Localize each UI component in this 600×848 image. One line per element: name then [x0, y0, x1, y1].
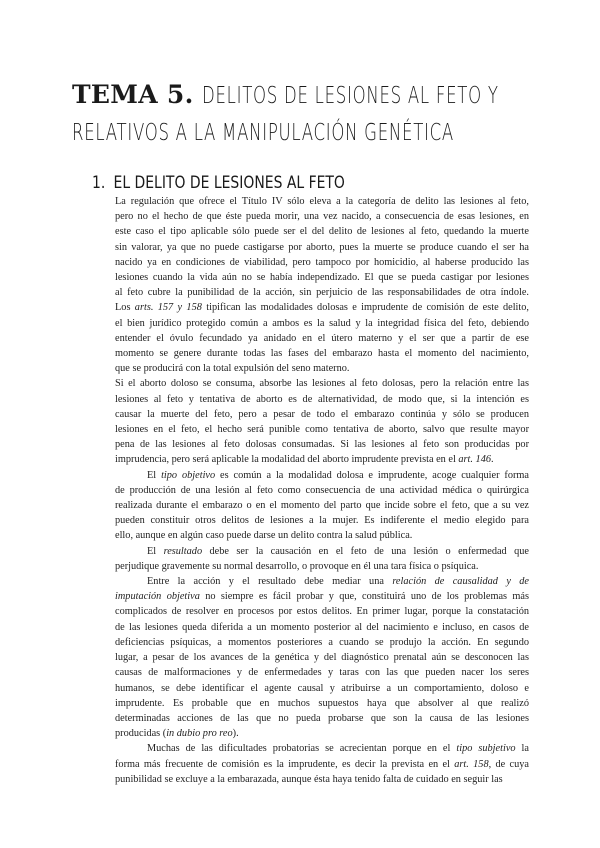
body-text [115, 194, 529, 787]
tema-label: TEMA 5. [72, 80, 194, 109]
italic-reference: art. 158 [454, 758, 489, 770]
text-line: deficiencias psíquicas, a momentos posteriores a cuando se produjo la acción. En segundo [115, 636, 529, 648]
text-segment: imprudencia, pero será aplicable la modalidad del aborto imprudente prevista en el [115, 454, 459, 466]
text-segment: forma más frecuente de comisión es la imprudente, es decir la prevista en el [115, 758, 455, 770]
text-segment: Los [115, 302, 135, 314]
text-segment: , de cuya [488, 758, 529, 770]
text-segment: Entre la acción y el resultado debe mediar una [147, 576, 393, 588]
text-line: Si el aborto doloso se consuma, absorbe las lesiones al feto dolosas, pero la relación entre las [115, 378, 529, 390]
text-line: pero no el hecho de que éste pueda morir, una vez nacido, a consecuencia de esas lesiones, en [115, 211, 529, 223]
text-line: nacido ya en condiciones de viabilidad, pero tampoco por homicidio, al haberse producido las [115, 256, 529, 268]
text-segment: El [147, 545, 164, 557]
text-segment: debe ser la causación en el feto de una lesión o enfermedad que [202, 545, 529, 557]
text-line [115, 544, 529, 559]
text-line: lugar, a pesar de los avances de la genética y del diagnóstico prenatal aún se desconocen las [115, 652, 529, 664]
text-line [115, 574, 529, 589]
chapter-title-line-1 [72, 80, 600, 109]
text-line: ello, aunque en algún caso puede darse un delito contra la salud pública. [115, 530, 413, 542]
italic-reference: in dubio pro reo [166, 728, 233, 740]
text-line [115, 726, 529, 741]
text-segment: la [515, 743, 529, 755]
text-segment: Muchas de las dificultades probatorias se acrecientan porque en el [147, 743, 457, 755]
chapter-title: DELITOS DE LESIONES AL FETO Y [201, 83, 499, 109]
text-segment: es común a la modalidad dolosa e imprudente, acoge cualquier forma [215, 469, 529, 481]
text-line: causas de malformaciones y de enfermedades y taras con las que pueden nacer los seres [115, 667, 529, 679]
text-line: imprudente. Es probable que en muchos supuestos haya que absolver al que realizó [115, 697, 529, 709]
italic-reference: imputación objetiva [115, 591, 200, 603]
text-line: entender el óvulo fecundado ya anidado en el útero materno y el ser que a partir de ese [115, 332, 529, 344]
text-line [115, 468, 529, 483]
text-line: lesiones cuando la vida aún no se había independizado. El que se pueda castigar por lesiones [115, 272, 529, 284]
text-line: sin valorar, ya que no puede castigarse por aborto, pues la muerte se produce cuando el ser ha [115, 241, 529, 253]
text-segment: El [147, 469, 162, 481]
chapter-title-line-2 [72, 120, 600, 146]
text-line: de las lesiones queda diferida a un momento posterior al del nacimiento e incluso, en casos de [115, 621, 529, 633]
text-line: determinadas acciones de las que no pueda probarse que son la causa de las lesiones [115, 712, 529, 724]
text-segment: . [491, 454, 494, 466]
text-line: humanos, se debe identificar el agente causal y atribuirse a un comportamiento, doloso e [115, 682, 529, 694]
text-line: de producción de una lesión al feto como consecuencia de una actividad médica o quirúrgica [115, 484, 529, 496]
text-line: el bien jurídico protegido común a ambos es la salud y la integridad física del feto, debiendo [115, 317, 529, 329]
text-line: La regulación que ofrece el Título IV sólo eleva a la categoría de delito las lesiones al feto, [115, 196, 529, 207]
text-line: este caso el tipo aplicable sólo puede ser el del delito de lesiones al feto, quedando la muerte [115, 226, 529, 238]
italic-reference: relación de causalidad y de [392, 576, 529, 588]
text-segment: ). [232, 728, 239, 740]
text-line: lesiones en el feto, el hecho será punible como tentativa de aborto, salvo que resulte mayor [115, 424, 529, 436]
text-segment: producidas ( [115, 728, 167, 740]
chapter-title-continued: RELATIVOS A LA MANIPULACIÓN GENÉTICA [72, 120, 454, 146]
text-segment: tipifican las modalidades dolosas e imprudente de comisión de este delito, [201, 302, 529, 314]
italic-reference: tipo objetivo [161, 469, 216, 481]
italic-reference: art. 146 [458, 454, 492, 466]
text-line [115, 452, 529, 467]
text-line [115, 300, 529, 315]
section-heading [92, 173, 345, 193]
text-line [115, 589, 529, 604]
text-line: que se producirá con la total expulsión del seno materno. [115, 363, 350, 375]
text-line: pueden constituir otros delitos de lesiones a la mujer. Es indiferente el medio elegido para [115, 515, 529, 527]
italic-reference: tipo subjetivo [456, 743, 516, 755]
text-segment: no siempre es fácil probar y que, constituirá uno de los problemas más [199, 591, 529, 603]
italic-reference: resultado [163, 545, 203, 557]
section-title: EL DELITO DE LESIONES AL FETO [113, 173, 345, 193]
text-line: complicados de resolver en procesos por estos delitos. En primer lugar, porque la constatación [115, 606, 529, 618]
text-line: perjudique gravemente su normal desarrollo, o provoque en él una tara física o psíquica. [115, 560, 479, 572]
text-line: momento se genere durante todas las fases del embarazo hasta el momento del nacimiento, [115, 348, 529, 360]
text-line: causar la muerte del feto, pero a pesar de todo el embarazo continúa y sólo se producen [115, 408, 529, 420]
text-line: lesiones al feto y tentativa de aborto es de alternatividad, de modo que, si la intención es [115, 393, 529, 405]
text-line [115, 741, 529, 756]
text-line [115, 757, 529, 772]
italic-reference: arts. 157 y 158 [134, 302, 202, 314]
text-line: punibilidad se excluye a la embarazada, aunque ésta haya tenido falta de cuidado en seguir las [115, 773, 503, 785]
text-line: realizada durante el embarazo o en el momento del parto que incide sobre el feto, que a su vez [115, 500, 529, 512]
text-line: al feto cubre la punibilidad de la acción, sin perjuicio de las responsabilidades de otra índole. [115, 287, 529, 299]
section-number: 1. [92, 173, 106, 193]
text-line: pena de las lesiones al feto dolosas consumadas. Si las lesiones al feto son producidas por [115, 439, 529, 451]
